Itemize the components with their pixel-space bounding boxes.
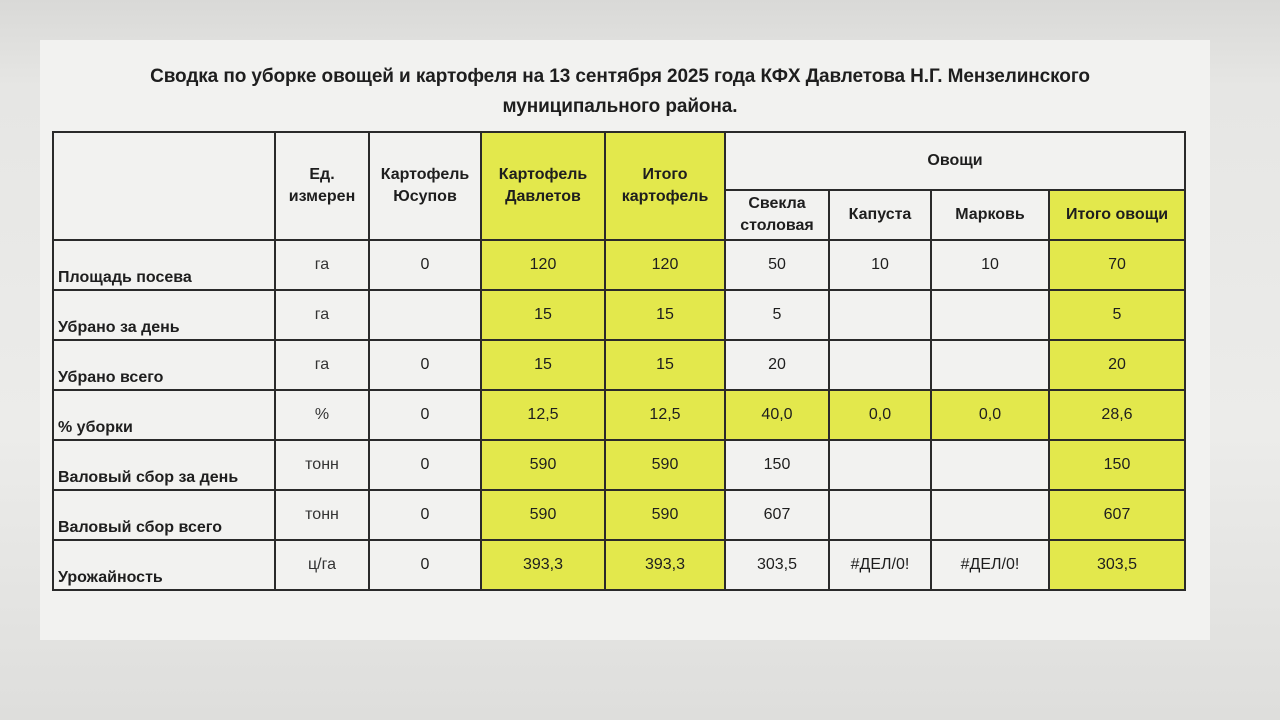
table-row [53,490,1185,540]
beet-cell: 20 [725,340,829,390]
table-row [53,390,1185,440]
row-label: % уборки [53,390,275,440]
header-potato-davletov: Картофель Давлетов [481,132,605,240]
veg-total-cell: 20 [1049,340,1185,390]
potato-total-cell: 15 [605,340,725,390]
header-cabbage: Капуста [829,190,931,240]
header-carrot: Марковь [931,190,1049,240]
row-label: Урожайность [53,540,275,590]
table-row [53,240,1185,290]
cabbage-cell: #ДЕЛ/0! [829,540,931,590]
beet-cell: 607 [725,490,829,540]
veg-total-cell: 28,6 [1049,390,1185,440]
row-label: Валовый сбор за день [53,440,275,490]
davletov-cell: 590 [481,490,605,540]
davletov-cell: 12,5 [481,390,605,440]
header-vegetables-group: Овощи [725,132,1185,190]
corner-header-cell [53,132,275,240]
unit-cell: га [275,340,369,390]
beet-cell: 303,5 [725,540,829,590]
veg-total-cell: 303,5 [1049,540,1185,590]
davletov-cell: 15 [481,340,605,390]
yusupov-cell [369,290,481,340]
potato-total-cell: 590 [605,440,725,490]
header-unit: Ед. измерен [275,132,369,240]
row-label: Убрано за день [53,290,275,340]
yusupov-cell: 0 [369,490,481,540]
potato-total-cell: 590 [605,490,725,540]
header-beet: Свекла столовая [725,190,829,240]
veg-total-cell: 607 [1049,490,1185,540]
beet-cell: 50 [725,240,829,290]
yusupov-cell: 0 [369,390,481,440]
potato-total-cell: 15 [605,290,725,340]
cabbage-cell: 10 [829,240,931,290]
beet-cell: 5 [725,290,829,340]
davletov-cell: 590 [481,440,605,490]
row-label: Убрано всего [53,340,275,390]
davletov-cell: 393,3 [481,540,605,590]
yusupov-cell: 0 [369,240,481,290]
unit-cell: га [275,290,369,340]
row-label: Площадь посева [53,240,275,290]
carrot-cell [931,490,1049,540]
potato-total-cell: 12,5 [605,390,725,440]
veg-total-cell: 5 [1049,290,1185,340]
beet-cell: 150 [725,440,829,490]
davletov-cell: 120 [481,240,605,290]
unit-cell: % [275,390,369,440]
table-row [53,340,1185,390]
unit-cell: тонн [275,440,369,490]
yusupov-cell: 0 [369,340,481,390]
cabbage-cell [829,490,931,540]
davletov-cell: 15 [481,290,605,340]
table-row [53,440,1185,490]
veg-total-cell: 70 [1049,240,1185,290]
header-veg-total: Итого овощи [1049,190,1185,240]
unit-cell: га [275,240,369,290]
row-label: Валовый сбор всего [53,490,275,540]
unit-cell: ц/га [275,540,369,590]
carrot-cell: 10 [931,240,1049,290]
cabbage-cell [829,440,931,490]
harvest-summary-table [52,131,1186,591]
cabbage-cell [829,340,931,390]
beet-cell: 40,0 [725,390,829,440]
carrot-cell: #ДЕЛ/0! [931,540,1049,590]
carrot-cell: 0,0 [931,390,1049,440]
header-potato-yusupov: Картофель Юсупов [369,132,481,240]
header-potato-total: Итого картофель [605,132,725,240]
potato-total-cell: 393,3 [605,540,725,590]
page-title: Сводка по уборке овощей и картофеля на 13 сентября 2025 года КФХ Давлетова Н.Г. Мензелинского муниципального района. [150,66,1090,117]
potato-total-cell: 120 [605,240,725,290]
yusupov-cell: 0 [369,540,481,590]
carrot-cell [931,440,1049,490]
veg-total-cell: 150 [1049,440,1185,490]
carrot-cell [931,290,1049,340]
carrot-cell [931,340,1049,390]
cabbage-cell: 0,0 [829,390,931,440]
table-row [53,290,1185,340]
unit-cell: тонн [275,490,369,540]
cabbage-cell [829,290,931,340]
table-row [53,540,1185,590]
yusupov-cell: 0 [369,440,481,490]
